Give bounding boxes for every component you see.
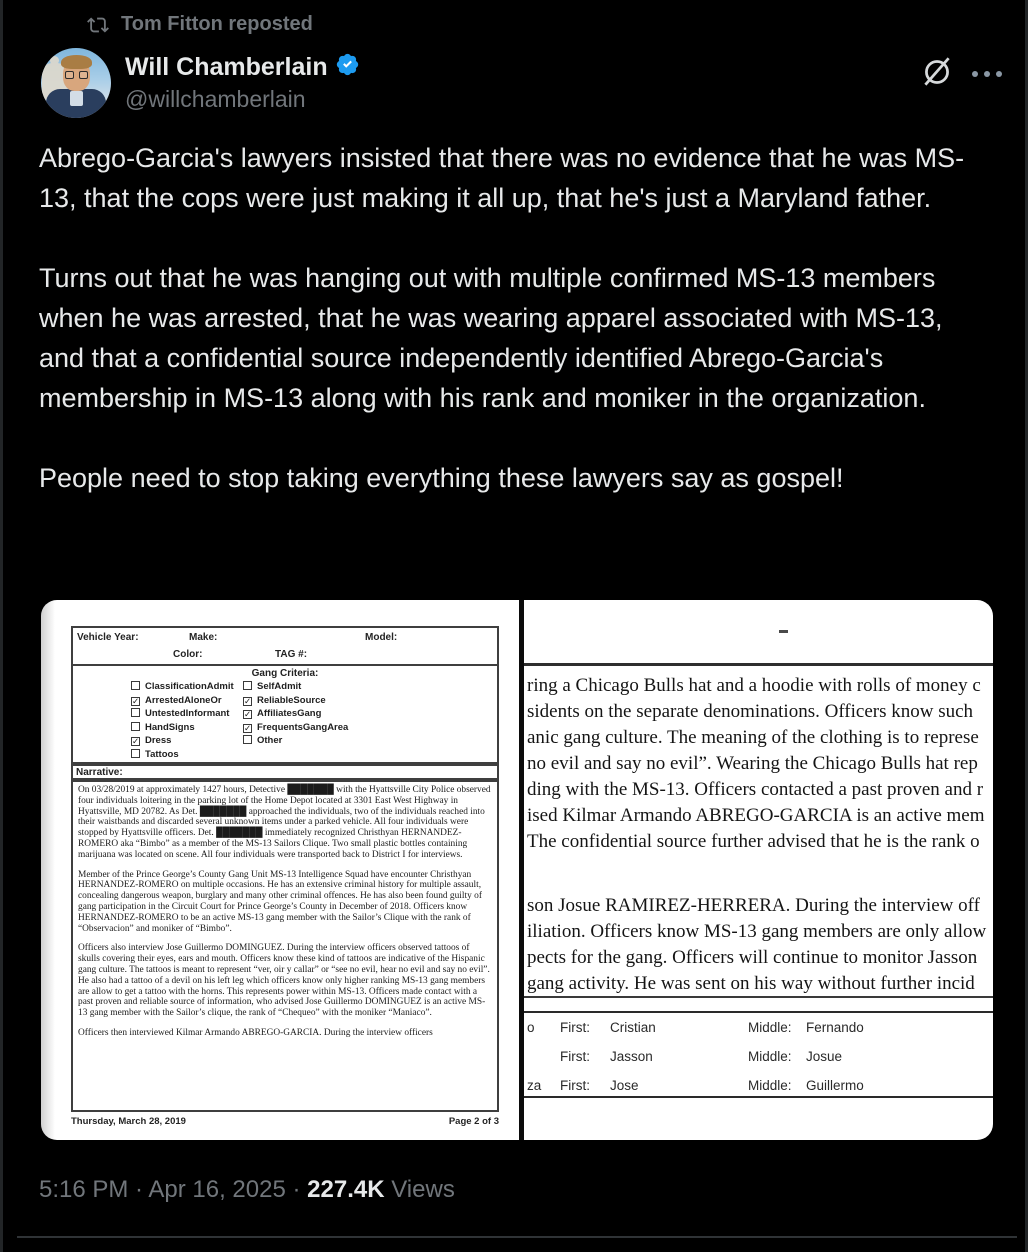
checkbox-icon: ✓: [244, 710, 252, 721]
table-row: First: Jasson Middle: Josue: [560, 1049, 843, 1064]
gang-criteria-list: [131, 681, 413, 760]
document-line: gang activity. He was sent on his way without further incid: [527, 973, 975, 994]
document-line: son Josue RAMIREZ-HERRERA. During the interview off: [527, 895, 980, 916]
checkbox-icon: [243, 735, 252, 744]
right-page-top-rule: [524, 663, 993, 666]
table-row: za First: Jose Middle: Guillermo: [527, 1078, 864, 1093]
grok-slash-icon: [918, 53, 956, 96]
tweet-paragraph: Abrego-Garcia's lawyers insisted that there was no evidence that he was MS-13, that the cops were just making it all up, that he's just a Maryland father.: [39, 143, 965, 213]
document-footer: [71, 1116, 499, 1127]
vehicle-form: [71, 626, 499, 764]
views-label: Views: [391, 1176, 455, 1203]
author-name-row[interactable]: [125, 52, 360, 82]
gang-criteria-item: ClassificationAdmit: [131, 681, 243, 692]
form-field-make: Make:: [189, 632, 218, 643]
document-left-page: [41, 600, 519, 1140]
avatar-shirt: [70, 91, 83, 106]
form-field-model: Model:: [365, 632, 398, 643]
gang-criteria-item: ✓ Dress: [132, 735, 172, 748]
avatar[interactable]: [41, 48, 111, 118]
author-handle[interactable]: @willchamberlain: [125, 86, 306, 112]
document-line: no evil and say no evil”. Wearing the Chicago Bulls hat rep: [527, 753, 978, 774]
right-page-paragraph-1: [527, 673, 993, 855]
document-right-page: [524, 600, 993, 1140]
tweet-text: [39, 138, 995, 538]
avatar-hair: [61, 55, 92, 69]
narrative-text: [71, 780, 499, 1112]
form-field-color: Color:: [173, 649, 203, 660]
document-line: sidents on the separate denominations. Officers know such: [527, 701, 974, 722]
meta-separator: ·: [292, 1176, 301, 1203]
gang-criteria-item: ✓ ReliableSource: [244, 694, 326, 707]
document-footer-date: Thursday, March 28, 2019: [71, 1116, 186, 1127]
table-row: o First: Cristian Middle: Fernando: [527, 1020, 864, 1035]
avatar-glasses: [65, 71, 88, 80]
checkbox-icon: [243, 681, 252, 690]
checkbox-icon: ✓: [132, 696, 140, 707]
author-name: Will Chamberlain: [125, 52, 328, 81]
grok-button[interactable]: [915, 52, 959, 96]
bottom-divider: [17, 1236, 1017, 1238]
narrative-paragraph: Member of the Prince George’s County Gang Unit MS-13 Intelligence Squad have encounter Christhyan HERNANDEZ-ROMERO on multiple occasions. He has an extensive criminal history for multiple assault, concealing dangerous weapon, burglary and many other criminal offences. He has also been found guilty of gang participation in the Circuit Court for Prince George’s County in December of 2018. Officers know HERNANDEZ-ROMERO to be an active MS-13 gang member with the Sailor’s Clique with the rank of “Observacion” and moniker of “Bimbo”.: [78, 869, 482, 934]
tweet-image-attachment[interactable]: [41, 600, 993, 1140]
narrative-paragraph: Officers also interview Jose Guillermo DOMINGUEZ. During the interview officers observed tattoos of skulls covering their eyes, ears and mouth. Officers know these kind of tattoos are indicative of the Hispanic gang culture. The tattoos is meant to represent “ver, oir y callar” or “see no evil, hear no evil and say no evil”. He also had a tattoo of a devil on his left leg which officers know only higher ranking MS-13 gang members are allow to get a tattoo with the horns. This represents power within MS-13. Officers made contact with a past proven and reliable source of information, who advised Jose Guillermo DOMINGUEZ is an active MS-13 gang member with the Sailor’s clique, the rank of “Chequeo” with the moniker “Maniaco”.: [78, 943, 490, 1019]
verified-badge-icon: [335, 52, 360, 82]
gang-criteria-item: UntestedInformant: [131, 708, 243, 719]
document-line: ring a Chicago Bulls hat and a hoodie with rolls of money c: [527, 675, 981, 696]
checkbox-icon: [131, 722, 140, 731]
checkbox-icon: ✓: [132, 737, 140, 748]
document-line: iliation. Officers know MS-13 gang members are only allow: [527, 921, 987, 942]
document-line: anic gang culture. The meaning of the clothing is to represe: [527, 727, 979, 748]
gang-criteria-item: HandSigns: [131, 722, 243, 733]
gang-criteria-item: Other: [243, 735, 413, 746]
retweet-icon: [87, 14, 109, 36]
tweet-paragraph: People need to stop taking everything these lawyers say as gospel!: [39, 463, 844, 493]
checkbox-icon: [131, 681, 140, 690]
repost-label: Tom Fitton reposted: [121, 13, 313, 35]
checkbox-icon: ✓: [244, 723, 252, 734]
form-divider: [73, 664, 497, 666]
gang-criteria-item: ✓ FrequentsGangArea: [244, 721, 349, 734]
timestamp: 5:16 PM · Apr 16, 2025: [39, 1176, 286, 1203]
document-footer-page: Page 2 of 3: [448, 1116, 499, 1127]
checkbox-icon: [131, 708, 140, 717]
gang-criteria-title: Gang Criteria:: [251, 668, 319, 679]
form-field-tag: TAG #:: [275, 649, 308, 660]
document-line: ding with the MS-13. Officers contacted a past proven and r: [527, 779, 984, 800]
gang-criteria-item: Tattoos: [131, 749, 243, 760]
gang-criteria-item: ✓ ArrestedAloneOr: [132, 694, 222, 707]
names-table: [524, 1011, 993, 1098]
repost-banner[interactable]: [87, 13, 313, 36]
document-line: ised Kilmar Armando ABREGO-GARCIA is an active mem: [527, 805, 985, 826]
more-button[interactable]: [965, 58, 1009, 90]
document-line: The confidential source further advised that he is the rank o: [527, 831, 980, 852]
gang-criteria-item: ✓ AffiliatesGang: [244, 708, 322, 721]
form-field-vehicle-year: Vehicle Year:: [77, 632, 139, 643]
gang-criteria-item: SelfAdmit: [243, 681, 413, 692]
narrative-label: Narrative:: [71, 764, 499, 780]
narrative-paragraph: On 03/28/2019 at approximately 1427 hours, Detective ███████ with the Hyattsville City Police observed four individuals loitering in the parking lot of the Home Depot located at 3301 East West Highway in Hyattsville, MD 20782. As Det. ███████ approached the individuals, two of the individuals reached into their waistbands and discarded several unknown items under a parked vehicle. All four individuals were stopped by Hyattsville officers. Det. ███████ immediately recognized Christhyan HERNANDEZ-ROMERO aka “Bimbo” as a member of the MS-13 Sailors Clique. Two small plastic bottles containing marijuana was located on scene. All four individuals were transported back to District I for interviews.: [78, 785, 491, 860]
narrative-paragraph: Officers then interviewed Kilmar Armando ABREGO-GARCIA. During the interview officers: [78, 1027, 433, 1038]
checkbox-icon: ✓: [244, 696, 252, 707]
scan-artifact-dash: [779, 630, 788, 633]
document-line: pects for the gang. Officers will continue to monitor Jasson: [527, 947, 978, 968]
tweet-paragraph: Turns out that he was hanging out with multiple confirmed MS-13 members when he was arrested, that he was wearing apparel associated with MS-13, and that a confidential source independently identified Abrego-Garcia's membership in MS-13 along with his rank and moniker in the organization.: [39, 263, 943, 413]
right-page-underline: [524, 996, 993, 998]
checkbox-icon: [131, 749, 140, 758]
more-icon: [972, 71, 978, 77]
views-count: 227.4K: [307, 1176, 385, 1203]
right-page-paragraph-2: [527, 893, 993, 997]
post-meta: [39, 1176, 455, 1204]
